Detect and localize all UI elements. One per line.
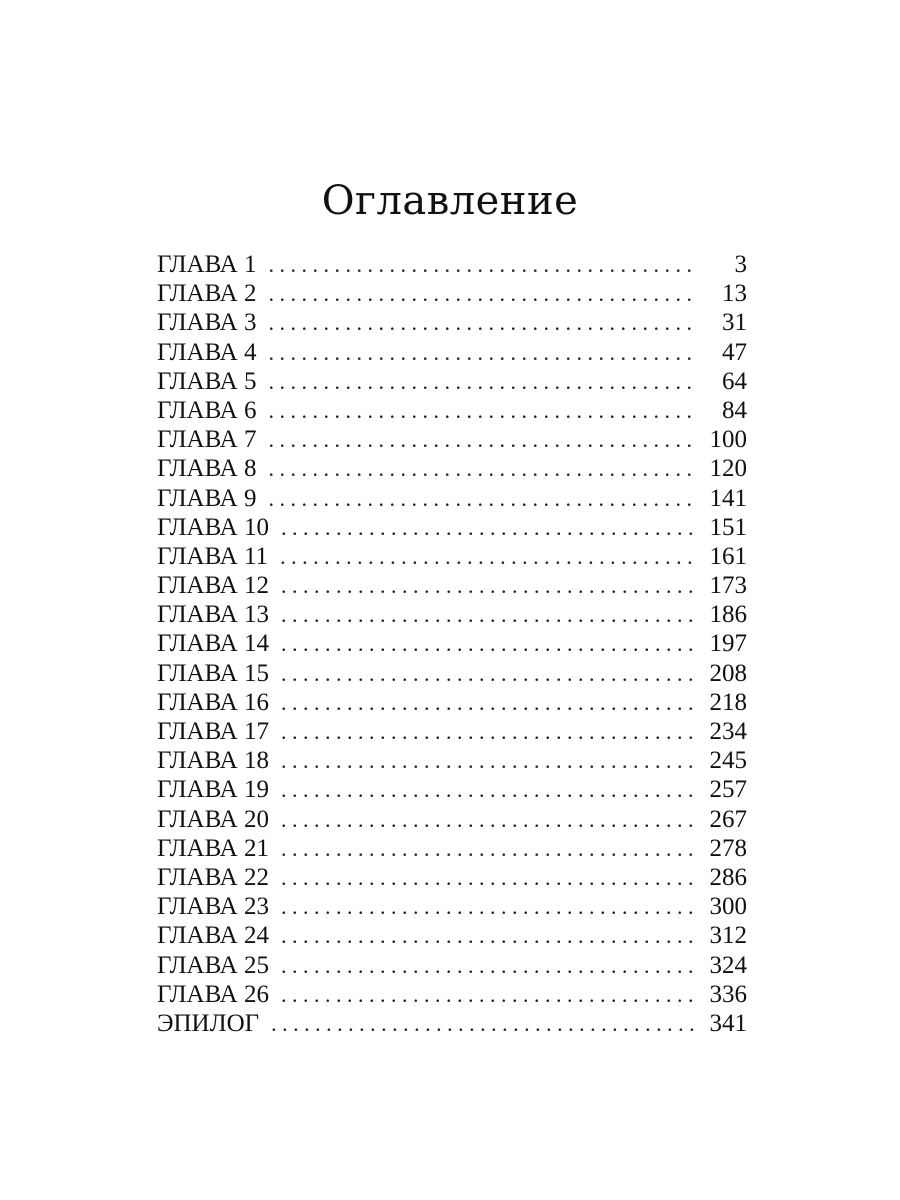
toc-entry-label: ГЛАВА 26 — [157, 980, 269, 1008]
toc-entry-page-number: 64 — [722, 367, 747, 395]
toc-entry[interactable] — [157, 717, 747, 746]
toc-entry-page-number: 173 — [709, 572, 747, 600]
dot-leader — [280, 542, 699, 571]
toc-entry[interactable] — [157, 659, 747, 688]
toc-entry[interactable] — [157, 571, 747, 600]
dot-leader — [281, 834, 699, 863]
toc-entry-page-number: 257 — [709, 776, 747, 804]
toc-entry-page-number: 312 — [709, 922, 747, 950]
dot-leader — [281, 717, 699, 746]
dot-leader — [269, 367, 700, 396]
dot-leader — [269, 454, 700, 483]
page-title: Оглавление — [321, 178, 579, 224]
toc-entry-page-number: 120 — [709, 455, 747, 483]
toc-entry-label: ГЛАВА 17 — [157, 718, 269, 745]
toc-entry-page-number: 100 — [709, 426, 747, 454]
toc-entry-label: ГЛАВА 12 — [157, 572, 269, 600]
toc-entry-label: ГЛАВА 6 — [157, 396, 257, 424]
toc-entry[interactable] — [157, 308, 747, 337]
toc-entry[interactable] — [157, 805, 747, 834]
dot-leader — [281, 571, 699, 600]
toc-entry[interactable] — [157, 746, 747, 775]
dot-leader — [269, 425, 700, 454]
toc-entry[interactable] — [157, 980, 747, 1009]
toc-entry-label: ГЛАВА 19 — [157, 776, 269, 804]
toc-entry-page-number: 218 — [709, 688, 747, 716]
toc-entry[interactable] — [157, 542, 747, 571]
toc-entry-page-number: 141 — [709, 484, 747, 512]
toc-entry-label: ГЛАВА 16 — [157, 688, 269, 716]
toc-entry-page-number: 151 — [709, 513, 747, 541]
dot-leader — [269, 279, 700, 308]
dot-leader — [269, 308, 700, 337]
dot-leader — [281, 629, 699, 658]
dot-leader — [281, 892, 699, 921]
table-of-contents — [157, 250, 747, 1038]
toc-entry-label: ГЛАВА 23 — [157, 893, 269, 921]
toc-entry-label: ГЛАВА 20 — [157, 805, 269, 833]
dot-leader — [281, 775, 699, 804]
toc-entry-label: ГЛАВА 15 — [157, 659, 269, 687]
toc-entry[interactable] — [157, 279, 747, 308]
toc-entry-label: ГЛАВА 22 — [157, 863, 269, 891]
dot-leader — [281, 921, 699, 950]
dot-leader — [281, 980, 699, 1009]
toc-entry-page-number: 161 — [709, 542, 747, 570]
dot-leader — [281, 863, 699, 892]
toc-entry-label: ГЛАВА 21 — [157, 834, 269, 862]
toc-entry-label: ГЛАВА 3 — [157, 309, 257, 337]
toc-entry[interactable] — [157, 629, 747, 658]
dot-leader — [269, 484, 700, 513]
toc-entry-label: ГЛАВА 14 — [157, 630, 269, 658]
toc-entry[interactable] — [157, 892, 747, 921]
toc-entry-label: ГЛАВА 10 — [157, 513, 269, 541]
toc-entry-label: ГЛАВА 18 — [157, 747, 269, 775]
toc-entry-label: ГЛАВА 13 — [157, 601, 269, 629]
toc-entry-label: ГЛАВА 24 — [157, 922, 269, 950]
toc-entry-page-number: 286 — [709, 863, 747, 891]
toc-entry[interactable] — [157, 1009, 747, 1038]
toc-entry-page-number: 13 — [722, 280, 747, 308]
dot-leader — [269, 338, 700, 367]
toc-entry-label: ГЛАВА 7 — [157, 426, 257, 454]
dot-leader — [281, 659, 699, 688]
dot-leader — [281, 805, 699, 834]
toc-entry[interactable] — [157, 250, 747, 279]
toc-entry-label: ГЛАВА 4 — [157, 338, 257, 366]
toc-entry-page-number: 267 — [709, 805, 747, 833]
toc-entry[interactable] — [157, 863, 747, 892]
toc-entry-page-number: 3 — [734, 251, 747, 278]
toc-entry[interactable] — [157, 367, 747, 396]
toc-entry-page-number: 324 — [709, 951, 747, 979]
toc-entry-label: ГЛАВА 25 — [157, 951, 269, 979]
toc-entry-label: ЭПИЛОГ — [157, 1009, 260, 1037]
toc-entry-label: ГЛАВА 2 — [157, 280, 257, 308]
toc-entry[interactable] — [157, 834, 747, 863]
toc-entry-page-number: 300 — [709, 893, 747, 921]
dot-leader — [281, 688, 699, 717]
toc-entry[interactable] — [157, 921, 747, 950]
toc-entry[interactable] — [157, 454, 747, 483]
dot-leader — [281, 746, 699, 775]
toc-entry[interactable] — [157, 775, 747, 804]
dot-leader — [281, 951, 699, 980]
toc-entry-label: ГЛАВА 1 — [157, 251, 257, 278]
toc-entry[interactable] — [157, 951, 747, 980]
toc-entry-page-number: 47 — [722, 338, 747, 366]
toc-entry[interactable] — [157, 338, 747, 367]
toc-entry-page-number: 336 — [709, 980, 747, 1008]
toc-entry-label: ГЛАВА 8 — [157, 455, 257, 483]
toc-entry-page-number: 84 — [722, 396, 747, 424]
toc-entry-label: ГЛАВА 11 — [157, 542, 269, 570]
toc-entry-page-number: 245 — [709, 747, 747, 775]
dot-leader — [281, 513, 699, 542]
dot-leader — [269, 250, 700, 279]
toc-entry[interactable] — [157, 484, 747, 513]
toc-entry-page-number: 208 — [709, 659, 747, 687]
toc-entry[interactable] — [157, 600, 747, 629]
toc-entry-label: ГЛАВА 9 — [157, 484, 257, 512]
toc-entry-page-number: 197 — [709, 630, 747, 658]
toc-entry-page-number: 278 — [709, 834, 747, 862]
toc-entry-page-number: 186 — [709, 601, 747, 629]
toc-entry-page-number: 31 — [722, 309, 747, 337]
toc-entry-page-number: 341 — [709, 1009, 747, 1037]
toc-entry[interactable] — [157, 688, 747, 717]
toc-entry-page-number: 234 — [709, 718, 747, 745]
toc-entry[interactable] — [157, 513, 747, 542]
dot-leader — [271, 1009, 699, 1038]
toc-entry[interactable] — [157, 425, 747, 454]
toc-entry-label: ГЛАВА 5 — [157, 367, 257, 395]
toc-entry[interactable] — [157, 396, 747, 425]
dot-leader — [269, 396, 700, 425]
dot-leader — [281, 600, 699, 629]
